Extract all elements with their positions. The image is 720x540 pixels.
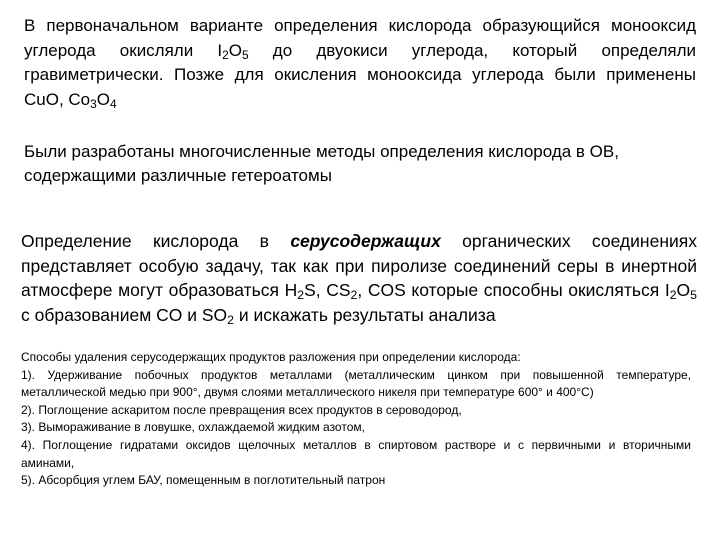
subscript: 3 [90, 96, 97, 111]
text-segment: органических соединениях представляет особую задачу, так как при пиролизе соединений серы в инертной атмосфере могут образоваться H [21, 231, 697, 300]
list-item: 2). Поглощение аскаритом после превращения всех продуктов в сероводород, [21, 402, 462, 417]
paragraph-oxidation-history [24, 14, 696, 112]
paragraph-methods [24, 140, 696, 188]
text-segment: O [676, 280, 691, 300]
subscript: 2 [222, 47, 229, 62]
subscript: 5 [242, 47, 249, 62]
text-segment: S, CS [304, 280, 351, 300]
text-segment: O [228, 40, 242, 60]
list-item: 3). Вымораживание в ловушке, охлаждаемой жидким азотом, [21, 420, 365, 435]
subscript: 2 [297, 288, 305, 303]
removal-methods-list [21, 349, 691, 490]
subscript: 2 [350, 288, 358, 303]
text-segment: В первоначальном варианте определения кислорода образующийся монооксид углерода окисляли I [24, 16, 696, 60]
subscript: 4 [110, 96, 117, 111]
emphasized-term: серусодержащих [290, 231, 441, 251]
subscript: 5 [690, 288, 697, 303]
text-segment: , COS которые способны окисляться I [357, 280, 670, 300]
paragraph-sulfur-compounds [21, 229, 697, 327]
subscript: 2 [227, 312, 234, 327]
text-segment: Были разработаны многочисленные методы определения кислорода в ОВ, содержащими различные гетероатомы [24, 142, 619, 185]
text-segment: и искажать результаты анализа [233, 304, 496, 325]
list-item: 1). Удерживание побочных продуктов металлами (металлическим цинком при повышенной температуре, металлической медью при 900°, двумя слоями металлического никеля при температуре 600° и 400°С) [21, 367, 691, 400]
text-segment: O [96, 89, 110, 109]
text-segment: Определение кислорода в [21, 231, 291, 251]
text-segment: до двуокиси углерода, который определяли гравиметрически. Позже для окисления монооксида углерода были применены CuO, Co [24, 40, 696, 109]
text-segment: с образованием CO и SO [21, 304, 228, 325]
list-item: 5). Абсорбция углем БАУ, помещенным в поглотительный патрон [21, 473, 386, 488]
list-heading: Способы удаления серусодержащих продуктов разложения при определении кислорода: [21, 350, 521, 364]
subscript: 2 [669, 288, 677, 303]
list-item: 4). Поглощение гидратами оксидов щелочных металлов в спиртовом растворе и с первичными и вторичными аминами, [21, 437, 691, 470]
